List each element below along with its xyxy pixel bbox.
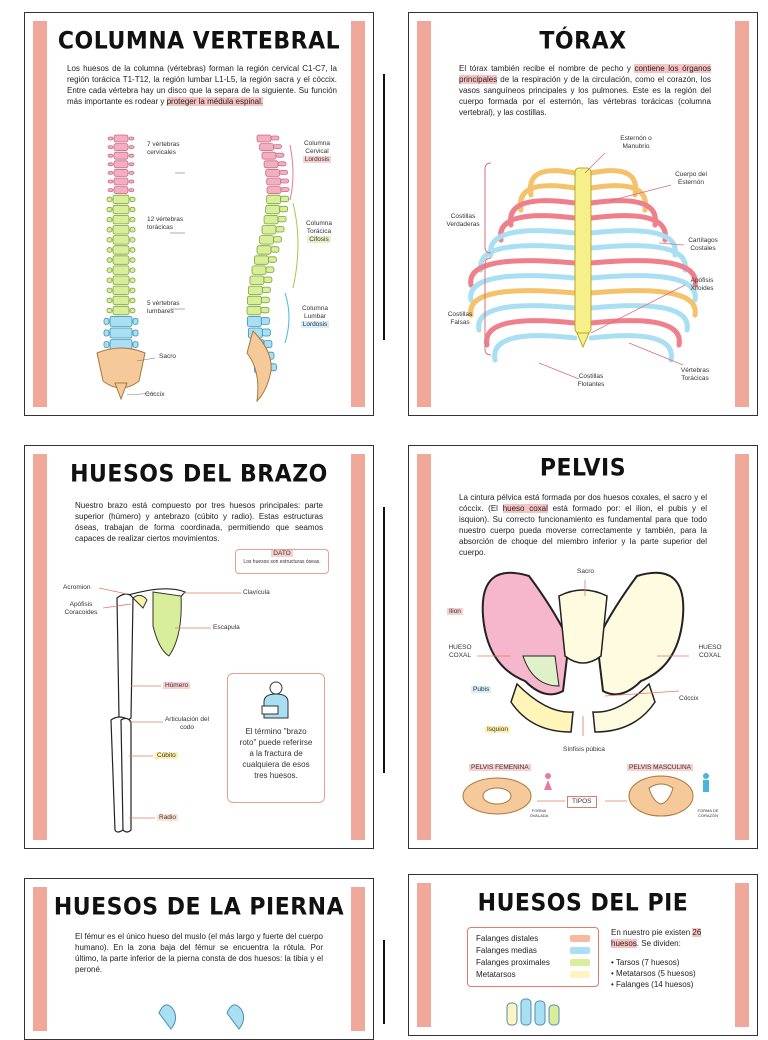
- vertebra: [113, 205, 129, 214]
- vertebra: [250, 276, 264, 285]
- vertebra-process: [130, 207, 135, 212]
- vertebra-process: [108, 189, 113, 192]
- vertebra: [247, 306, 261, 315]
- vertebra-process: [104, 318, 109, 324]
- vertebra: [113, 246, 129, 255]
- vertebra: [264, 161, 278, 168]
- woman-icon: [544, 773, 552, 790]
- vertebra: [247, 296, 261, 305]
- card-title: HUESOS DE LA PIERNA: [53, 893, 345, 922]
- vertebra: [260, 144, 274, 151]
- vertebra: [266, 205, 280, 214]
- card-title: HUESOS DEL PIE: [477, 889, 689, 918]
- vertebra: [113, 276, 129, 285]
- vertebra: [252, 266, 266, 275]
- card-text: El tórax también recibe el nombre de pecho y contiene los órganos principales de la respiración y de la circulación, como el corazón, los vasos sanguíneos principales y los pulmones. Este es la región del cuerpo formada por el esternón, las vértebras torácicas (columna vertebral), y las costillas.: [459, 64, 712, 117]
- note-box: [227, 673, 325, 803]
- label-sacro: Sacro: [159, 353, 176, 360]
- vertebra: [114, 144, 128, 151]
- vertebra: [267, 187, 281, 194]
- vertebra-process: [130, 278, 135, 283]
- label-humero: Húmero: [165, 682, 189, 689]
- rib: [591, 231, 675, 255]
- vertebra-process: [278, 162, 286, 166]
- vertebra-process: [281, 188, 289, 192]
- card-huesos-pie: [408, 874, 758, 1036]
- rib: [591, 201, 655, 225]
- vertebra-process: [108, 154, 113, 157]
- vertebra-process: [130, 258, 135, 263]
- dato-title: DATO: [273, 550, 291, 557]
- vertebra-process: [262, 329, 270, 336]
- vertebra-process: [276, 227, 284, 233]
- man-icon: [703, 773, 709, 792]
- label-coxal-right: HUESO COXAL: [698, 644, 722, 659]
- vertebra-process: [133, 318, 138, 324]
- label-escapula: Escapula: [213, 624, 240, 631]
- vertebra-process: [107, 207, 112, 212]
- vertebra-process: [264, 277, 272, 283]
- label-verdaderas: Costillas Verdaderas: [446, 213, 480, 228]
- label-manubrio: Esternón o Manubrio: [620, 135, 652, 150]
- label-apofisis: Apófisis Coracoides: [64, 601, 98, 616]
- vertebra-process: [107, 258, 112, 263]
- vertebra-process: [266, 267, 274, 273]
- vertebra-process: [108, 146, 113, 149]
- vertebra-process: [108, 163, 113, 166]
- label-xifoides: Apófisis Xifoides: [690, 277, 714, 292]
- label-coccix: Cóccix: [679, 695, 699, 702]
- label-coxal-left: HUESO COXAL: [448, 644, 472, 659]
- vertebra: [254, 256, 268, 264]
- vertebra-process: [261, 307, 269, 313]
- legend-label: Falanges proximales: [476, 958, 550, 967]
- card-huesos-brazo: [24, 445, 374, 849]
- vertebra: [114, 169, 128, 176]
- label-cuerpo-esternon: Cuerpo del Esternón: [675, 171, 707, 186]
- vertebra-process: [108, 180, 113, 183]
- card-pelvis: [408, 445, 758, 849]
- vertebra: [113, 215, 129, 224]
- note-text: El término "brazo roto" puede referirse a la fractura de cualquiera de esos tres huesos.: [239, 727, 313, 780]
- vertebra: [110, 316, 132, 326]
- card-title: TÓRAX: [539, 27, 627, 56]
- vertebra: [113, 226, 129, 235]
- vertebra-process: [268, 257, 276, 263]
- vertebra: [114, 161, 128, 168]
- vertebra-process: [108, 171, 113, 174]
- card-text: El fémur es el único hueso del muslo (el más largo y fuerte del cuerpo humano). En la zona baja del fémur se encuentra la rótula. Por último, la parte inferior de la pierna consta de dos huesos: la tibia y el peroné.: [75, 932, 323, 974]
- label-vertebras-toracicas: Vértebras Torácicas: [680, 367, 710, 382]
- vertebra-process: [107, 268, 112, 273]
- vertebra-process: [274, 237, 282, 243]
- label-forma-corazon: FORMA DE CORAZÓN: [697, 808, 719, 818]
- vertebra-process: [107, 217, 112, 222]
- divider-line: [383, 940, 385, 1024]
- label-5-lumbares: 5 vértebras lumbares: [147, 300, 180, 315]
- label-columna-toracica: Columna Torácica Cifosis: [305, 220, 332, 243]
- label-acromion: Acromion: [63, 584, 91, 591]
- vertebra-process: [130, 238, 135, 243]
- card-huesos-pierna: [24, 878, 374, 1040]
- label-pelvis-masculina: PELVIS MASCULINA: [629, 764, 692, 771]
- vertebra-process: [129, 163, 134, 166]
- label-pelvis-femenina: PELVIS FEMENINA: [471, 764, 529, 771]
- rib: [591, 216, 665, 240]
- vertebra-process: [104, 330, 109, 336]
- vertebra-process: [274, 145, 282, 149]
- list-item: • Tarsos (7 huesos): [611, 958, 680, 967]
- vertebra: [262, 226, 276, 235]
- foot-illustration: [409, 875, 757, 1035]
- label-cubito: Cúbito: [157, 752, 176, 759]
- rib: [591, 336, 671, 360]
- card-title: COLUMNA VERTEBRAL: [57, 27, 341, 56]
- label-articulacion-codo: Articulación del codo: [164, 716, 210, 731]
- label-forma-ovalada: FORMA OVALADA: [529, 808, 549, 818]
- label-sinfisis: Sínfisis púbica: [563, 746, 605, 753]
- vertebra: [114, 152, 128, 159]
- vertebra-process: [129, 171, 134, 174]
- vertebra: [262, 152, 276, 159]
- leg-illustration: [25, 879, 373, 1039]
- vertebra-process: [130, 197, 135, 202]
- label-coccix: Cóccix: [145, 391, 165, 398]
- vertebra-process: [104, 342, 109, 348]
- vertebra-process: [130, 217, 135, 222]
- card-text: La cintura pélvica está formada por dos huesos coxales, el sacro y el cóccix. (El hueso coxal está formado por: el ilion, el pubis y el isquion). Su correcto funcionamiento es fundamental para que todo nuestro cuerpo pueda moverse correctamente y también, para la absorción de choque del miembro inferior y la parte superior del cuerpo.: [459, 493, 708, 557]
- card-torax: [408, 12, 758, 416]
- vertebra-process: [280, 170, 288, 174]
- vertebra-process: [276, 153, 284, 157]
- rib: [520, 186, 575, 210]
- vertebra: [248, 286, 262, 295]
- vertebra-process: [107, 288, 112, 293]
- vertebra-process: [107, 308, 112, 313]
- vertebra-process: [280, 206, 288, 212]
- label-7-cervicales: 7 vértebras cervicales: [147, 141, 180, 156]
- vertebra-process: [107, 278, 112, 283]
- label-ilion: Ilion: [449, 608, 461, 615]
- vertebra: [113, 256, 129, 264]
- vertebra-process: [262, 287, 270, 293]
- label-columna-lumbar: Columna Lumbar Lordosis: [301, 305, 328, 328]
- vertebra-process: [271, 136, 279, 140]
- label-falsas: Costillas Falsas: [447, 311, 473, 326]
- vertebra-process: [261, 317, 269, 324]
- vertebra-process: [107, 298, 112, 303]
- label-isquion: Isquion: [487, 726, 508, 733]
- vertebra-process: [130, 248, 135, 253]
- vertebra-process: [133, 342, 138, 348]
- vertebra-process: [107, 238, 112, 243]
- vertebra-process: [107, 248, 112, 253]
- vertebra: [114, 135, 128, 142]
- label-cartilagos: Cartílagos Costales: [688, 237, 718, 252]
- label-columna-cervical: Columna Cervical Lordosis: [303, 140, 330, 163]
- card-text: Los huesos de la columna (vértebras) forman la región cervical C1-C7, la región torácica T1-T12, la región lumbar L1-L5, la región sacra y el cóccix. Entre cada vértebra hay un disco que la separa de la siguiente. Su función más importante es rodear y proteger la médula espinal.: [67, 64, 337, 106]
- rib: [591, 246, 685, 270]
- vertebra-process: [133, 330, 138, 336]
- vertebra-process: [130, 268, 135, 273]
- vertebra-process: [130, 308, 135, 313]
- vertebra: [247, 316, 261, 326]
- vertebra-process: [278, 216, 286, 222]
- broken-arm-icon: [256, 680, 296, 720]
- spine-illustration: [25, 13, 373, 415]
- vertebra-process: [271, 247, 279, 253]
- card-title: HUESOS DEL BRAZO: [70, 460, 328, 489]
- card-title: PELVIS: [539, 454, 627, 483]
- rib: [511, 201, 575, 225]
- vertebra: [114, 187, 128, 194]
- vertebra-process: [129, 146, 134, 149]
- legend-label: Falanges distales: [476, 934, 539, 943]
- label-pubis: Pubis: [473, 686, 490, 693]
- rib: [530, 171, 575, 195]
- label-flotantes: Costillas Flotantes: [577, 373, 605, 388]
- rib: [501, 216, 575, 240]
- vertebra-process: [130, 228, 135, 233]
- vertebra-process: [107, 228, 112, 233]
- rib: [591, 171, 636, 195]
- vertebra-process: [281, 196, 289, 202]
- rib: [591, 186, 646, 210]
- vertebra: [266, 169, 280, 176]
- card-columna-vertebral: [24, 12, 374, 416]
- vertebra: [113, 236, 129, 245]
- label-clavicula: Clavícula: [243, 589, 270, 596]
- label-radio: Radio: [159, 814, 176, 821]
- list-item: • Metatarsos (5 huesos): [611, 969, 696, 978]
- divider-line: [383, 74, 385, 340]
- vertebra-process: [281, 179, 289, 183]
- rib: [495, 336, 575, 360]
- legend-label: Metatarsos: [476, 970, 516, 979]
- vertebra-process: [129, 189, 134, 192]
- vertebra: [257, 246, 271, 255]
- vertebra: [260, 236, 274, 245]
- rib: [491, 231, 575, 255]
- rib: [481, 246, 575, 270]
- vertebra: [113, 306, 129, 315]
- label-tipos: TIPOS: [567, 796, 597, 808]
- vertebra: [113, 266, 129, 275]
- vertebra-process: [129, 154, 134, 157]
- card-text: Nuestro brazo está compuesto por tres huesos principales: parte superior (húmero) y antebrazo (cúbito y radio). Estas estructuras óseas, trabajan de forma coordinada, permitiendo que seamos capaces de realizar ciertos movimientos.: [75, 501, 323, 543]
- vertebra-process: [130, 288, 135, 293]
- vertebra: [110, 328, 132, 338]
- vertebra-process: [129, 180, 134, 183]
- vertebra: [267, 195, 281, 204]
- vertebra-process: [130, 298, 135, 303]
- vertebra: [264, 215, 278, 224]
- vertebra: [113, 195, 129, 204]
- vertebra-process: [108, 137, 113, 140]
- label-12-toracicas: 12 vértebras torácicas: [147, 216, 184, 231]
- vertebra-process: [107, 197, 112, 202]
- vertebra: [114, 178, 128, 185]
- vertebra-process: [129, 137, 134, 140]
- legend-label: Falanges medias: [476, 946, 537, 955]
- list-item: • Falanges (14 huesos): [611, 980, 694, 989]
- vertebra: [113, 286, 129, 295]
- vertebra: [267, 178, 281, 185]
- vertebra: [113, 296, 129, 305]
- dato-text: Los huesos son estructuras óseas.: [243, 559, 321, 565]
- vertebra-process: [261, 297, 269, 303]
- divider-line: [383, 507, 385, 773]
- card-text: En nuestro pie existen 26 huesos. Se dividen:: [611, 928, 702, 948]
- label-sacro: Sacro: [577, 568, 594, 575]
- vertebra: [257, 135, 271, 142]
